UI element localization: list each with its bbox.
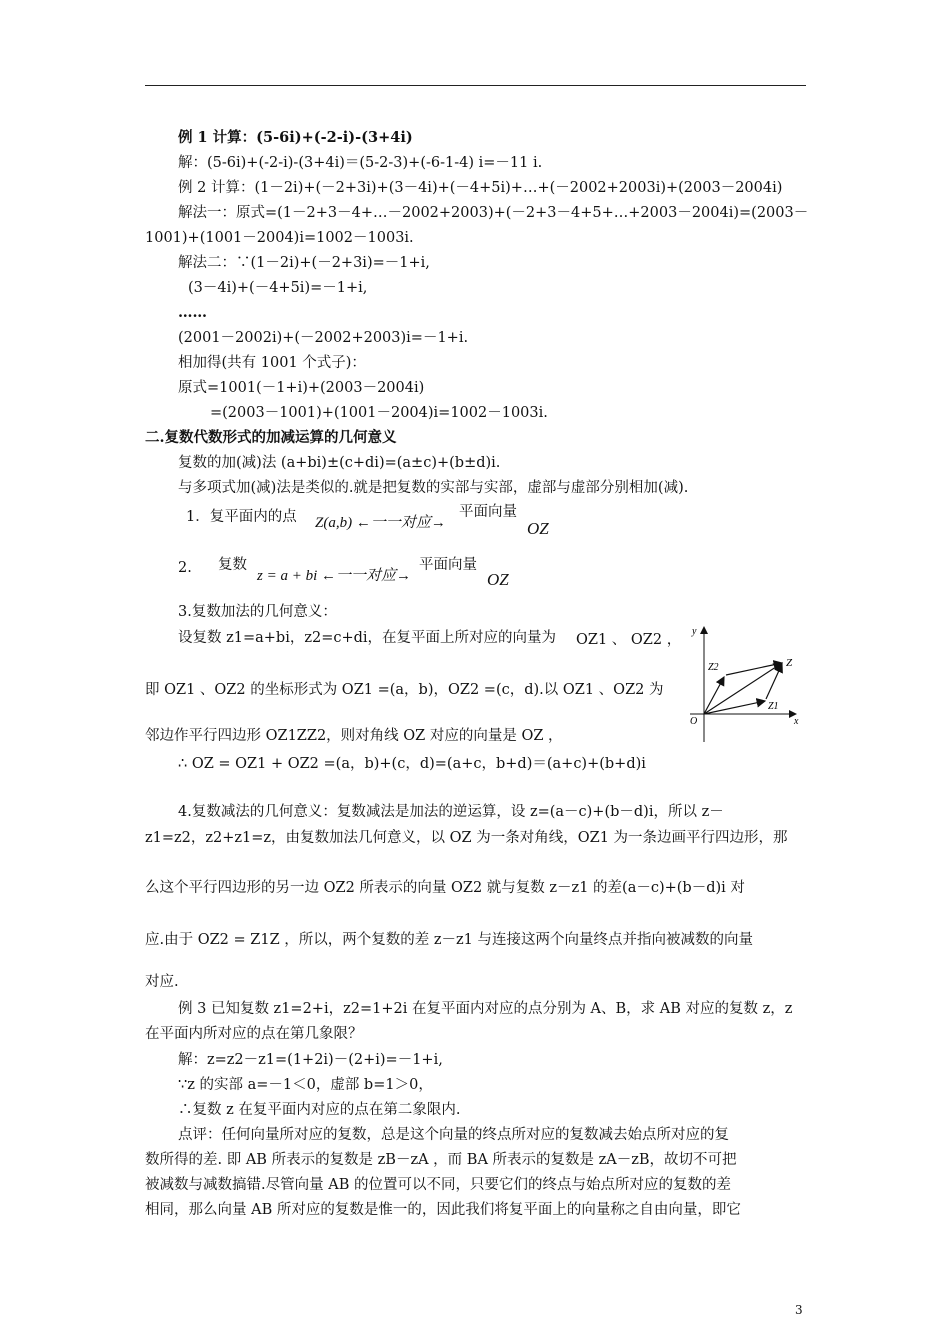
- text-line: 相加得(共有 1001 个式子)：: [178, 355, 366, 371]
- text-line: ∴复数 z 在复平面内对应的点在第二象限内.: [178, 1102, 461, 1118]
- text-line: 么这个平行四边形的另一边 OZ2 所表示的向量 OZ2 就与复数 z－z1 的差(a－c)+(b－d)i 对: [145, 880, 745, 896]
- text-line: 解：z=z2－z1=(1+2i)－(2+i)=－1+i,: [178, 1052, 443, 1068]
- header-rule: [145, 85, 806, 86]
- text-line: z1=z2，z2+z1=z，由复数加法几何意义，以 OZ 为一条对角线，OZ1 为一条边画平行四边形，那: [145, 830, 788, 846]
- page-number: 3: [795, 1303, 803, 1317]
- text-line: 对应.: [145, 974, 179, 990]
- text-line: 复数的加(减)法 (a+bi)±(c+di)=(a±c)+(b±d)i.: [178, 455, 501, 471]
- text-line: 在平面内所对应的点在第几象限？: [145, 1026, 363, 1042]
- y-axis-label: y: [692, 626, 697, 637]
- text-line: 点评：任何向量所对应的复数，总是这个向量的终点所对应的复数减去始点所对应的复: [178, 1127, 729, 1143]
- text-line: ∴ OZ = OZ1 + OZ2 =(a，b)+(c，d)=(a+c，b+d)＝(a+c)+(b+d)i: [178, 756, 646, 772]
- math-expression: OZ: [527, 519, 549, 538]
- text-line: 解：(5-6i)+(-2-i)-(3+4i)＝(5-2-3)+(-6-1-4) i=－11 i.: [178, 155, 543, 171]
- text-line: (3－4i)+(－4+5i)=－1+i,: [188, 280, 368, 296]
- math-expression: z = a + bi ←一一对应→: [257, 568, 411, 584]
- text-line: 与多项式加(减)法是类似的.就是把复数的实部与实部，虚部与虚部分别相加(减).: [178, 480, 689, 496]
- point-z2-label: Z2: [708, 662, 719, 673]
- text-line: 数所得的差. 即 AB 所表示的复数是 zB－zA ，而 BA 所表示的复数是 zA－zB，故切不可把: [145, 1152, 737, 1168]
- text-line: 例 2 计算：(1－2i)+(－2+3i)+(3－4i)+(－4+5i)+…+(－2002+2003i)+(2003－2004i): [178, 180, 783, 196]
- text-line: ∵z 的实部 a=－1＜0，虚部 b=1＞0，: [178, 1077, 433, 1093]
- point-z1-label: Z1: [768, 701, 779, 712]
- vector-z1z: [766, 664, 782, 699]
- text-line: 例 3 已知复数 z1=2+i，z2=1+2i 在复平面内对应的点分别为 A、B，求 AB 对应的复数 z，z: [178, 1001, 793, 1017]
- text-line: 2.: [178, 560, 192, 576]
- math-expression: OZ: [487, 570, 509, 589]
- point-z-label: Z: [786, 657, 793, 669]
- text-line: 解法一：原式=(1－2+3－4+…－2002+2003)+(－2+3－4+5+…+2003－2004i)=(2003－: [178, 205, 809, 221]
- text-line: OZ1 、 OZ2 ，: [576, 632, 682, 648]
- section-heading: 二.复数代数形式的加减运算的几何意义: [145, 429, 397, 446]
- text-line: 应.由于 OZ2 = Z1Z ，所以，两个复数的差 z－z1 与连接这两个向量终点并指向被减数的向量: [145, 932, 753, 948]
- text-line: (2001－2002i)+(－2002+2003)i=－1+i.: [178, 330, 469, 346]
- text-line: 相同，那么向量 AB 所对应的复数是惟一的，因此我们将复平面上的向量称之自由向量，即它: [145, 1202, 741, 1218]
- text-line: 例 1 计算：(5-6i)+(-2-i)-(3+4i): [178, 129, 413, 146]
- text-line: 平面向量: [419, 557, 477, 573]
- origin-label: O: [690, 716, 698, 727]
- text-line: ……: [178, 304, 207, 321]
- text-line: 1001)+(1001－2004)i=1002－1003i.: [145, 230, 414, 246]
- vector-oz2: [704, 677, 724, 714]
- text-line: 3.复数加法的几何意义：: [178, 604, 337, 620]
- text-line: 原式=1001(－1+i)+(2003－2004i): [178, 380, 425, 396]
- text-line: 被减数与减数搞错.尽管向量 AB 的位置可以不同，只要它们的终点与始点所对应的复数的差: [145, 1177, 731, 1193]
- text-line: 即 OZ1 、OZ2 的坐标形式为 OZ1 =(a，b)，OZ2 =(c，d).以 OZ1 、OZ2 为: [145, 682, 664, 698]
- text-line: 解法二：∵(1－2i)+(－2+3i)=－1+i,: [178, 255, 430, 271]
- text-line: =(2003－1001)+(1001－2004)i=1002－1003i.: [210, 405, 548, 421]
- parallelogram-diagram: [668, 622, 808, 747]
- text-line: 平面向量: [459, 504, 517, 520]
- text-line: 4.复数减法的几何意义：复数减法是加法的逆运算，设 z=(a－c)+(b－d)i，所以 z－: [178, 804, 724, 820]
- text-line: 复数: [218, 557, 247, 573]
- text-line: 设复数 z1=a+bi，z2=c+di，在复平面上所对应的向量为: [178, 630, 557, 646]
- text-line: 1．复平面内的点: [186, 509, 297, 525]
- text-line: 邻边作平行四边形 OZ1ZZ2，则对角线 OZ 对应的向量是 OZ ，: [145, 728, 563, 744]
- x-axis-label: x: [794, 716, 799, 727]
- math-expression: Z(a,b) ←一一对应→: [315, 515, 446, 531]
